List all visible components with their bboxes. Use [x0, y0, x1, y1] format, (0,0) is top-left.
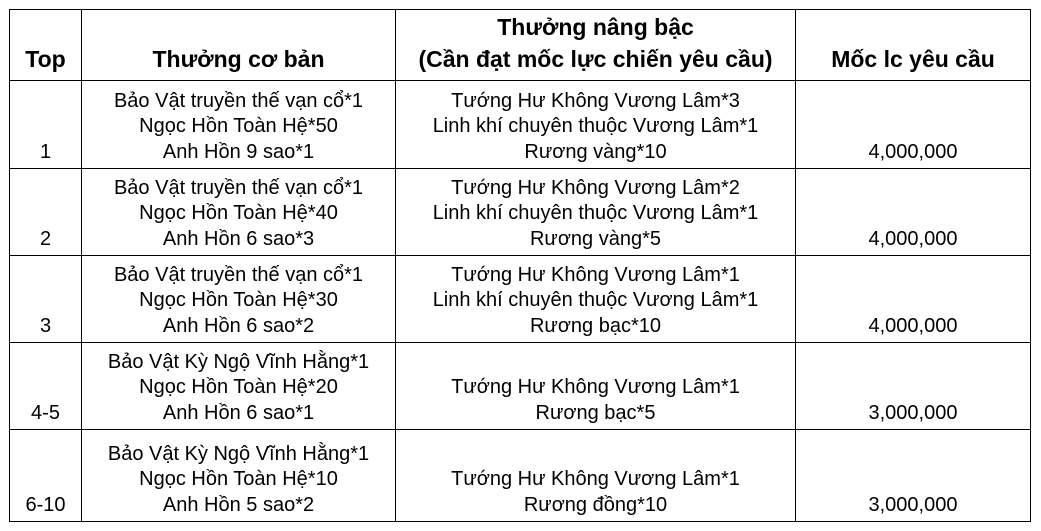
rank-cell: 6-10 [10, 430, 82, 522]
rank-cell: 2 [10, 169, 82, 256]
table-row [10, 256, 1031, 343]
table-header-row [10, 10, 1031, 81]
table-row [10, 343, 1031, 430]
basic-reward-item: Ngọc Hồn Toàn Hệ*10 [139, 468, 338, 490]
table-row [10, 430, 1031, 522]
requirement-cell: 3,000,000 [796, 430, 1031, 522]
table-row [10, 169, 1031, 256]
basic-reward-item: Anh Hồn 6 sao*3 [162, 227, 315, 250]
basic-reward-item: Anh Hồn 6 sao*1 [162, 401, 315, 424]
basic-reward-item: Ngọc Hồn Toàn Hệ*20 [139, 376, 338, 398]
rank-cell: 4-5 [10, 343, 82, 430]
header-top: Top [10, 10, 82, 81]
basic-reward-item: Bảo Vật Kỳ Ngộ Vĩnh Hằng*1 [107, 442, 370, 465]
upgrade-reward-cell [396, 343, 796, 430]
upgrade-reward-item: Tướng Hư Không Vương Lâm*2 [451, 176, 740, 199]
upgrade-reward-item: Rương bạc*10 [529, 314, 662, 337]
table-row [10, 81, 1031, 169]
upgrade-reward-cell [396, 430, 796, 522]
upgrade-reward-item: Linh khí chuyên thuộc Vương Lâm*1 [432, 289, 759, 311]
upgrade-reward-cell [396, 81, 796, 169]
header-upgrade-subtitle: (Cần đạt mốc lực chiến yêu cầu) [418, 46, 773, 72]
rank-cell: 1 [10, 81, 82, 169]
upgrade-reward-item: Tướng Hư Không Vương Lâm*1 [451, 468, 740, 490]
basic-reward-item: Ngọc Hồn Toàn Hệ*40 [139, 202, 338, 224]
upgrade-reward-item: Linh khí chuyên thuộc Vương Lâm*1 [432, 115, 759, 137]
basic-reward-item: Bảo Vật truyền thế vạn cổ*1 [113, 89, 364, 112]
basic-reward-cell [82, 343, 396, 430]
upgrade-reward-item: Rương đồng*10 [523, 493, 668, 516]
basic-reward-item: Anh Hồn 9 sao*1 [162, 140, 315, 163]
basic-reward-cell [82, 430, 396, 522]
requirement-cell: 3,000,000 [796, 343, 1031, 430]
upgrade-reward-item: Rương bạc*5 [535, 401, 656, 424]
rewards-table [9, 9, 1031, 522]
requirement-cell: 4,000,000 [796, 256, 1031, 343]
basic-reward-item: Ngọc Hồn Toàn Hệ*50 [139, 115, 338, 137]
upgrade-reward-cell [396, 256, 796, 343]
basic-reward-item: Anh Hồn 6 sao*2 [162, 314, 315, 337]
basic-reward-item: Bảo Vật Kỳ Ngộ Vĩnh Hằng*1 [107, 350, 370, 373]
basic-reward-item: Ngọc Hồn Toàn Hệ*30 [139, 289, 338, 311]
requirement-cell: 4,000,000 [796, 81, 1031, 169]
upgrade-reward-item: Tướng Hư Không Vương Lâm*1 [451, 263, 740, 286]
upgrade-reward-item: Rương vàng*10 [524, 140, 667, 163]
header-upgrade-reward [396, 10, 796, 81]
basic-reward-item: Bảo Vật truyền thế vạn cổ*1 [113, 263, 364, 286]
upgrade-reward-item: Tướng Hư Không Vương Lâm*1 [451, 376, 740, 398]
upgrade-reward-cell [396, 169, 796, 256]
basic-reward-item: Bảo Vật truyền thế vạn cổ*1 [113, 176, 364, 199]
upgrade-reward-item: Tướng Hư Không Vương Lâm*3 [451, 89, 740, 112]
header-basic-reward: Thưởng cơ bản [82, 10, 396, 81]
requirement-cell: 4,000,000 [796, 169, 1031, 256]
header-requirement: Mốc lc yêu cầu [796, 10, 1031, 81]
upgrade-reward-item: Linh khí chuyên thuộc Vương Lâm*1 [432, 202, 759, 224]
rank-cell: 3 [10, 256, 82, 343]
basic-reward-cell [82, 169, 396, 256]
header-upgrade-title: Thưởng nâng bậc [497, 14, 694, 40]
basic-reward-cell [82, 256, 396, 343]
upgrade-reward-item: Rương vàng*5 [529, 227, 662, 250]
basic-reward-cell [82, 81, 396, 169]
basic-reward-item: Anh Hồn 5 sao*2 [162, 493, 315, 516]
